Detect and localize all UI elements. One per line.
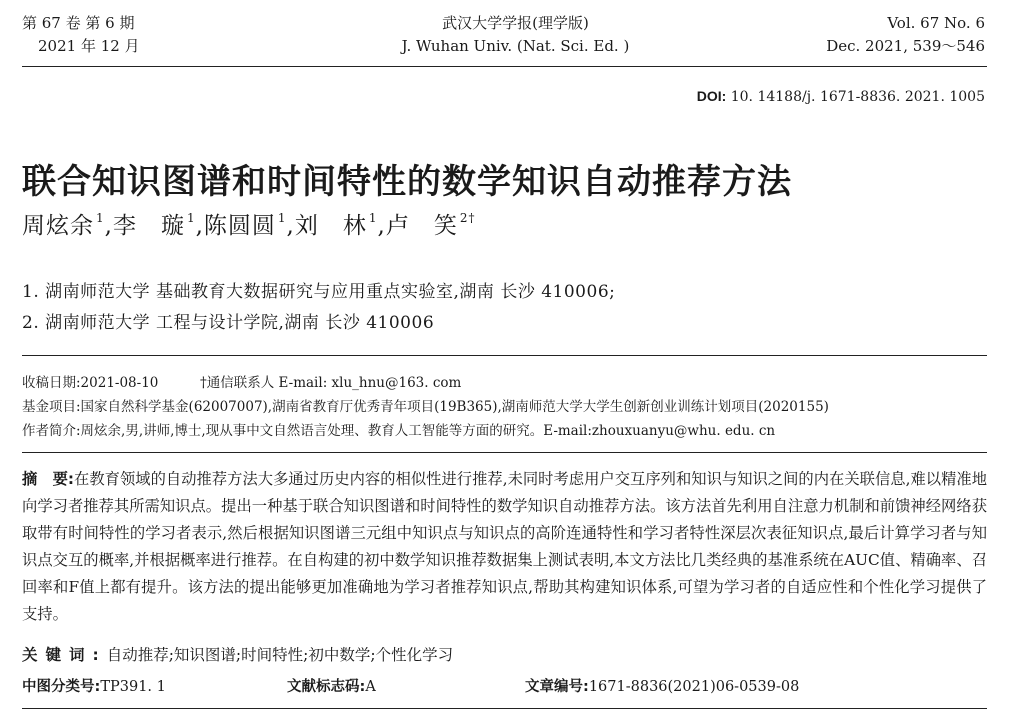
volume-issue: 第 67 卷 第 6 期 [22, 14, 135, 32]
doi-line[interactable] [697, 88, 985, 105]
issue-date-cn: 2021 年 12 月 [38, 37, 140, 55]
keywords [22, 643, 453, 665]
meta-rule [22, 452, 987, 453]
doi-value[interactable]: 10. 14188/j. 1671-8836. 2021. 1005 [726, 89, 985, 105]
author-name: 周炫余 [22, 213, 94, 239]
journal-name-cn: 武汉大学学报(理学版) [442, 14, 589, 32]
abstract-label: 摘 要: [22, 470, 75, 488]
author-name: 刘 林 [294, 213, 367, 239]
author-affiliation-mark: 1 [368, 211, 378, 225]
doi-label: DOI: [696, 88, 727, 104]
keywords-label: 关键词: [22, 646, 107, 664]
author-bio: 作者简介:周炫余,男,讲师,博士,现从事中文自然语言处理、教育人工智能等方面的研究。E-mail:zhouxuanyu@whu. edu. cn [22, 423, 776, 439]
article-no-value: 1671-8836(2021)06-0539-08 [588, 679, 800, 695]
abstract [22, 466, 987, 628]
author-affiliation-mark: 1 [277, 211, 287, 225]
header-rule [22, 66, 987, 67]
author-affiliation-mark: 2† [459, 211, 476, 225]
doc-code-label: 文献标志码: [287, 679, 366, 695]
affiliation-rule [22, 355, 987, 356]
clc-value: TP391. 1 [100, 679, 166, 695]
author-name: 卢 笑 [385, 213, 458, 239]
volume-en: Vol. 67 No. 6 [887, 14, 985, 32]
author-name: 李 璇 [112, 213, 185, 239]
author-affiliation-mark: 1 [186, 211, 196, 225]
author-affiliation-mark: 1 [96, 211, 105, 225]
corresponding-author[interactable]: †通信联系人 E-mail: xlu_hnu@163. com [200, 375, 462, 391]
clc-number [22, 675, 166, 696]
received-date: 收稿日期:2021-08-10 [22, 375, 159, 391]
doc-code-value: A [365, 679, 376, 695]
keywords-text: 自动推荐;知识图谱;时间特性;初中数学;个性化学习 [106, 646, 454, 664]
footer-rule [22, 708, 987, 709]
abstract-text: 在教育领域的自动推荐方法大多通过历史内容的相似性进行推荐,未同时考虑用户交互序列和知识与知识之间的内在关联信息,难以精准地向学习者推荐其所需知识点。提出一种基于联合知识图谱和时间特性的数学知识自动推荐方法。该方法首先利用自注意力机制和前馈神经网络获取带有时间特性的学习者表示,然后根据知识图谱三元组中知识点与知识点的高阶连通特性和学习者特性深层次表征知识点,最后计算学习者与知识点交互的概率,并根据概率进行推荐。在自构建的初中数学知识推荐数据集上测试表明,本文方法比几类经典的基准系统在AUC值、精确率、召回率和F值上都有提升。该方法的提出能够更加准确地为学习者推荐知识点,帮助其构建知识体系,可望为学习者的自适应性和个性化学习提供了支持。 [22, 470, 987, 623]
author-name: 陈圆圆 [203, 213, 276, 239]
date-pages-en: Dec. 2021, 539～546 [826, 37, 985, 55]
paper-title: 联合知识图谱和时间特性的数学知识自动推荐方法 [22, 162, 792, 202]
document-code [287, 675, 376, 696]
clc-label: 中图分类号: [22, 679, 101, 695]
affiliation-1: 1. 湖南师范大学 基础教育大数据研究与应用重点实验室,湖南 长沙 410006; [22, 282, 616, 302]
article-no-label: 文章编号: [525, 679, 589, 695]
article-number [525, 675, 799, 696]
journal-name-en: J. Wuhan Univ. (Nat. Sci. Ed. ) [401, 37, 630, 55]
funding-info: 基金项目:国家自然科学基金(62007007),湖南省教育厅优秀青年项目(19B365),湖南师范大学大学生创新创业训练计划项目(2020155) [22, 399, 829, 415]
affiliation-2: 2. 湖南师范大学 工程与设计学院,湖南 长沙 410006 [22, 313, 435, 333]
author-list: 周炫余 $^1$,李 璇 $^1$,陈圆圆 $^1$,刘 林 $^1$,卢 笑 $^{2\dagger}$ [22, 211, 476, 239]
